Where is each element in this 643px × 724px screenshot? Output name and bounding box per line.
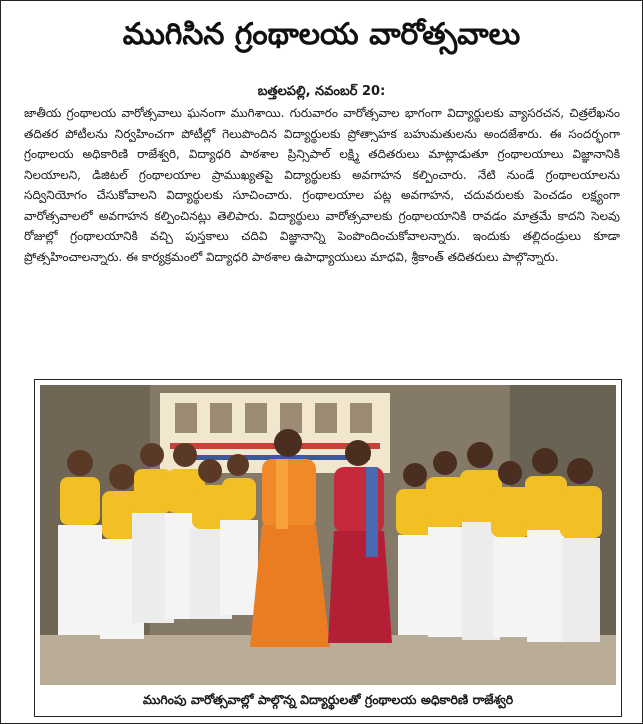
dateline: బత్తలపల్లి, నవంబర్ 20: bbox=[257, 84, 386, 99]
photo-frame bbox=[34, 379, 622, 717]
group-photo-illustration bbox=[40, 385, 616, 685]
photo-caption: ముగింపు వారోత్సవాల్లో పాల్గొన్న విద్యార్థులతో గ్రంథాలయ అధికారిణి రాజేశ్వరి bbox=[142, 692, 514, 707]
article-body: జాతీయ గ్రంథాలయ వారోత్సవాలు ఘనంగా ముగిశాయి. గురువారం వారోత్సవాల భాగంగా విద్యార్థులకు వ్యాసరచన, చిత్రలేఖనం తదితర పోటీలను నిర్వహించగా పోటీల్లో గెలుపొందిన విద్యార్థులకు ప్రోత్సాహక బహుమతులను అందజేశారు. ఈ సందర్భంగా గ్రంథాలయ అధికారిణి రాజేశ్వరి, విద్యాధరి పాఠశాల ప్రిన్సిపాల్ లక్ష్మి తదితరులు మాట్లాడుతూ గ్రంథాలయాలు విజ్ఞానానికి నిలయాలని, డిజిటల్ గ్రంథాలయాల ప్రాముఖ్యతపై విద్యార్థులకు అవగాహన కల్పించారు. నేటి నుండే గ్రంథాలయాలను సద్వినియోగం చేసుకోవాలని విద్యార్థులకు సూచించారు. గ్రంథాలయాల పట్ల అవగాహన, చదువరులకు పెంచడం లక్ష్యంగా వారోత్సవాలలో అవగాహన కల్పించినట్లు తెలిపారు. విద్యార్థులు వారోత్సవాలకు గ్రంథాలయానికి రావడం మాత్రమే కాదని సెలవు రోజుల్లో గ్రంథాలయానికి వచ్చి పుస్తకాలు చదివి విజ్ఞానాన్ని పెంపొందించుకోవాలన్నారు. ఇందుకు తల్లిదండ్రులు కూడా ప్రోత్సహించాలన్నారు. ఈ కార్యక్రమంలో విద్యాధరి పాఠశాల ఉపాధ్యాయులు మాధవి, శ్రీకాంత్ తదితరులు పాల్గొన్నారు. bbox=[24, 106, 620, 264]
headline: ముగిసిన గ్రంథాలయ వారోత్సవాలు bbox=[122, 17, 521, 52]
group-photo bbox=[40, 385, 616, 685]
